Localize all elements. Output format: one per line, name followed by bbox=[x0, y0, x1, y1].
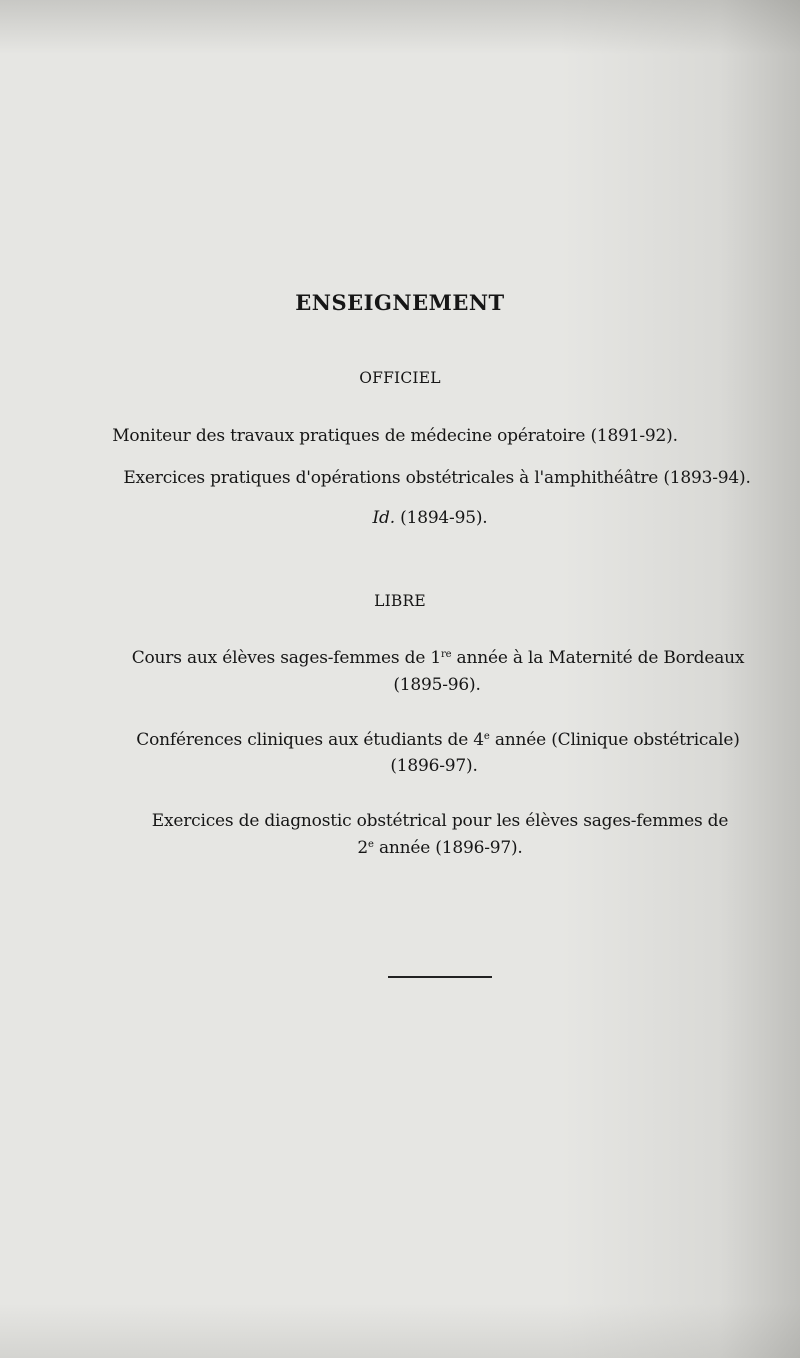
page-title: ENSEIGNEMENT bbox=[295, 290, 505, 315]
officiel-item-3-date: (1894-95). bbox=[400, 508, 488, 528]
libre-item-3-line-2 bbox=[40, 838, 800, 858]
libre-item-3-text-a: 2 bbox=[357, 838, 369, 858]
officiel-item-3 bbox=[30, 508, 800, 528]
libre-item-2-text-a: Conférences cliniques aux étudiants de 4 bbox=[136, 730, 484, 750]
libre-item-1-line-2: (1895-96). bbox=[393, 675, 481, 695]
libre-item-3-text-b: année (1896-97). bbox=[373, 838, 523, 858]
libre-item-1-text-b: année à la Maternité de Bordeaux bbox=[451, 648, 745, 668]
libre-item-1-superscript: re bbox=[441, 649, 452, 660]
libre-item-2-text-b: année (Clinique obstétricale) bbox=[489, 730, 740, 750]
libre-item-2-line-1 bbox=[38, 730, 800, 750]
id-abbreviation: Id. bbox=[372, 508, 395, 528]
libre-item-2-line-2: (1896-97). bbox=[390, 756, 478, 776]
section-heading-libre: LIBRE bbox=[374, 592, 426, 610]
libre-item-1-line-1 bbox=[38, 648, 800, 668]
libre-item-3-superscript: e bbox=[368, 839, 374, 850]
libre-item-1-text-a: Cours aux élèves sages-femmes de 1 bbox=[131, 648, 442, 668]
libre-item-3-line-1: Exercices de diagnostic obstétrical pour les élèves sages-femmes de bbox=[151, 811, 729, 831]
libre-item-2-superscript: e bbox=[483, 731, 490, 742]
officiel-item-1: Moniteur des travaux pratiques de médecine opératoire (1891-92). bbox=[112, 426, 678, 446]
section-heading-officiel: OFFICIEL bbox=[359, 369, 441, 387]
officiel-item-2: Exercices pratiques d'opérations obstétricales à l'amphithéâtre (1893-94). bbox=[123, 468, 751, 488]
section-divider bbox=[388, 976, 492, 978]
